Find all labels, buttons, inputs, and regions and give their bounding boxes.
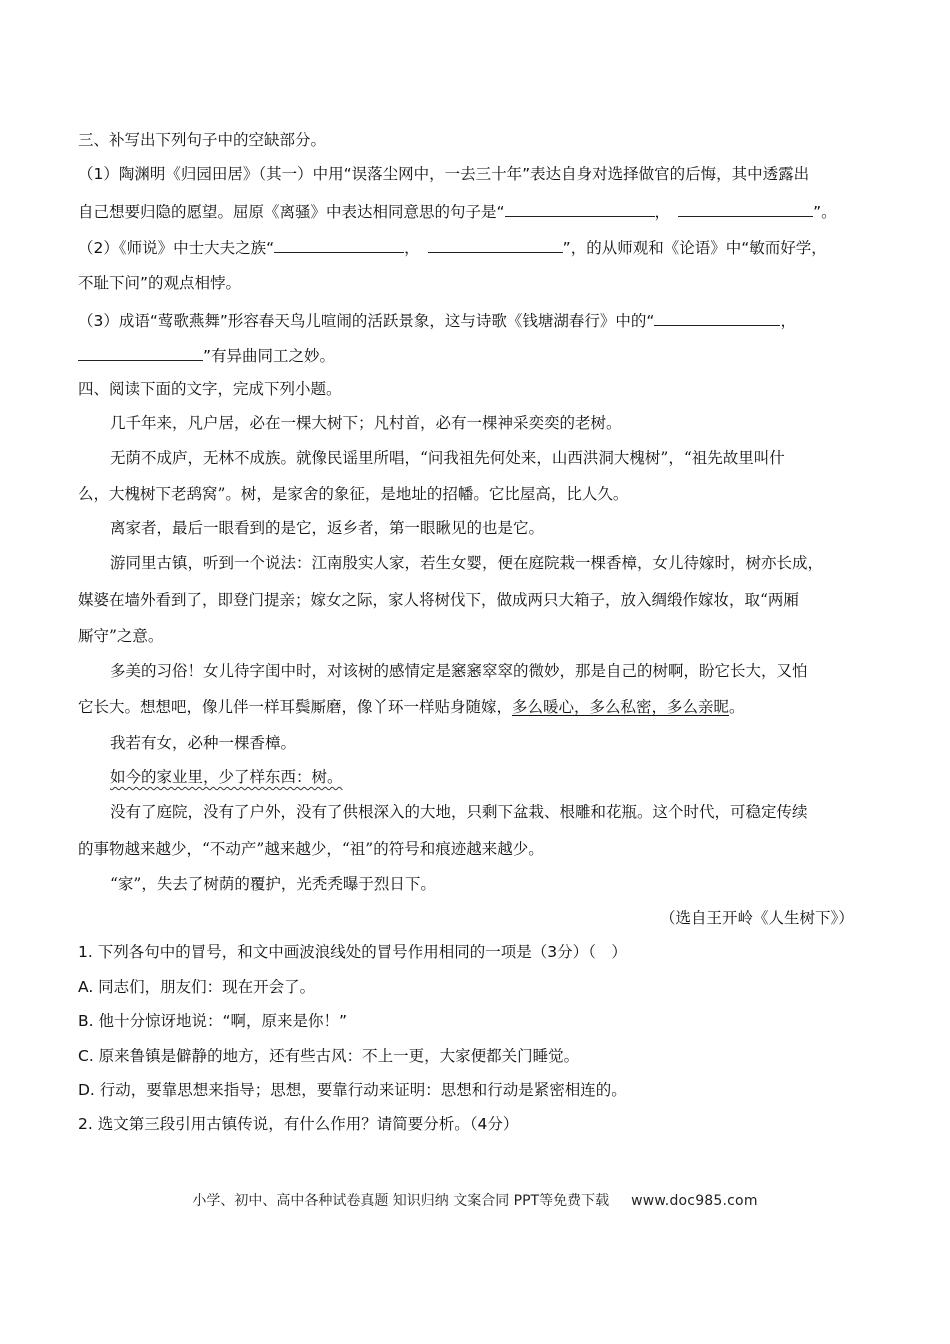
passage-p6: 我若有女，必种一棵香樟。 <box>110 734 297 752</box>
q1-line1: （1）陶渊明《归园田居》（其一）中用“误落尘网中，一去三十年”表达自身对选择做官的后悔，其中透露出 <box>78 165 810 183</box>
page-footer <box>0 1190 950 1210</box>
p5-text: 它长大。想想吧，像儿伴一样耳鬓厮磨，像丫环一样贴身随嫁， <box>78 698 513 716</box>
answer-blank[interactable] <box>78 344 203 361</box>
answer-blank[interactable] <box>274 236 404 253</box>
question-1: 1. 下列各句中的冒号，和文中画波浪线处的冒号作用相同的一项是（3分）（ ） <box>78 943 627 961</box>
q2-text-a: （2）《师说》中士大夫之族“ <box>78 239 275 257</box>
q3-text-b: ， <box>780 312 796 330</box>
passage-p5-l2 <box>78 696 745 718</box>
answer-blank[interactable] <box>428 236 563 253</box>
question-2: 2. 选文第三段引用古镇传说，有什么作用？请简要分析。（4分） <box>78 1115 519 1133</box>
passage-p1: 几千年来，凡户居，必在一棵大树下；凡村首，必有一棵神采奕奕的老树。 <box>110 414 622 432</box>
q3-line1 <box>78 309 796 332</box>
option-a[interactable]: A. 同志们，朋友们：现在开会了。 <box>78 978 316 996</box>
q2-text-b: ”，的从师观和《论语》中“敏而好学， <box>562 239 827 257</box>
q3-text-a: （3）成语“莺歌燕舞”形容春天鸟儿喧闹的活跃景象，这与诗歌《钱塘湖春行》中的“ <box>78 312 655 330</box>
answer-blank[interactable] <box>505 200 655 217</box>
passage-p3: 离家者，最后一眼看到的是它，返乡者，第一眼瞅见的也是它。 <box>110 519 545 537</box>
section4-heading: 四、阅读下面的文字，完成下列小题。 <box>78 380 342 398</box>
q3-text-c: ”有异曲同工之妙。 <box>203 347 336 365</box>
option-d[interactable]: D. 行动，要靠思想来指导；思想，要靠行动来证明：思想和行动是紧密相连的。 <box>78 1081 627 1099</box>
underlined-phrase: 多么暖心，多么私密，多么亲昵 <box>512 698 730 716</box>
passage-p8-l2: 的事物越来越少，“不动产”越来越少，“祖”的符号和痕迹越来越少。 <box>78 840 544 858</box>
q1-line2 <box>78 200 837 223</box>
answer-blank[interactable] <box>654 309 780 326</box>
q1-text-b: ”。 <box>813 203 837 221</box>
passage-p2-l2: 么，大槐树下老鸹窝”。树，是家舍的象征，是地址的招幡。它比屋高，比人久。 <box>78 485 629 503</box>
passage-p4-l3: 厮守”之意。 <box>78 627 164 645</box>
passage-p4-l1: 游同里古镇，听到一个说法：江南殷实人家，若生女婴，便在庭院栽一棵香樟，女儿待嫁时，树亦长成， <box>110 554 824 572</box>
footer-text: 小学、初中、高中各种试卷真题 知识归纳 文案合同 PPT等免费下载 <box>192 1193 610 1209</box>
option-b[interactable]: B. 他十分惊讶地说：“啊，原来是你！” <box>78 1012 348 1030</box>
q1-text-a: 自己想要归隐的愿望。屈原《离骚》中表达相同意思的句子是“ <box>78 203 505 221</box>
passage-p7-wavy: 如今的家业里，少了样东西：树。 <box>110 768 343 786</box>
passage-p8-l1: 没有了庭院，没有了户外，没有了供根深入的大地，只剩下盆栽、根雕和花瓶。这个时代，可稳定传续 <box>110 803 808 821</box>
passage-p9: “家”，失去了树荫的覆护，光秃秃曝于烈日下。 <box>110 875 436 893</box>
q2-line1 <box>78 236 827 259</box>
passage-p2-l1: 无荫不成庐，无林不成族。就像民谣里所唱，“问我祖先何处来，山西洪洞大槐树”，“祖先故里叫什 <box>110 449 785 467</box>
q3-line2 <box>78 344 335 367</box>
option-c[interactable]: C. 原来鲁镇是僻静的地方，还有些古风：不上一更，大家便都关门睡觉。 <box>78 1047 580 1065</box>
passage-source: （选自王开岭《人生树下》） <box>660 909 854 927</box>
passage-p4-l2: 媒婆在墙外看到了，即登门提亲；嫁女之际，家人将树伐下，做成两只大箱子，放入绸缎作嫁妆，取“两厢 <box>78 591 799 609</box>
passage-p7-wrap <box>110 766 343 788</box>
footer-url[interactable]: www.doc985.com <box>631 1193 758 1209</box>
answer-blank[interactable] <box>678 200 813 217</box>
section3-heading: 三、补写出下列句子中的空缺部分。 <box>78 131 327 149</box>
q2-sep: ， <box>404 239 420 257</box>
q1-sep: ， <box>654 203 671 221</box>
p5-end: 。 <box>729 698 745 716</box>
passage-p5-l1: 多美的习俗！女儿待字闺中时，对该树的感情定是窸窸窣窣的微妙，那是自己的树啊，盼它长大，又怕 <box>110 662 808 680</box>
q2-line2: 不耻下问”的观点相悖。 <box>78 274 242 292</box>
